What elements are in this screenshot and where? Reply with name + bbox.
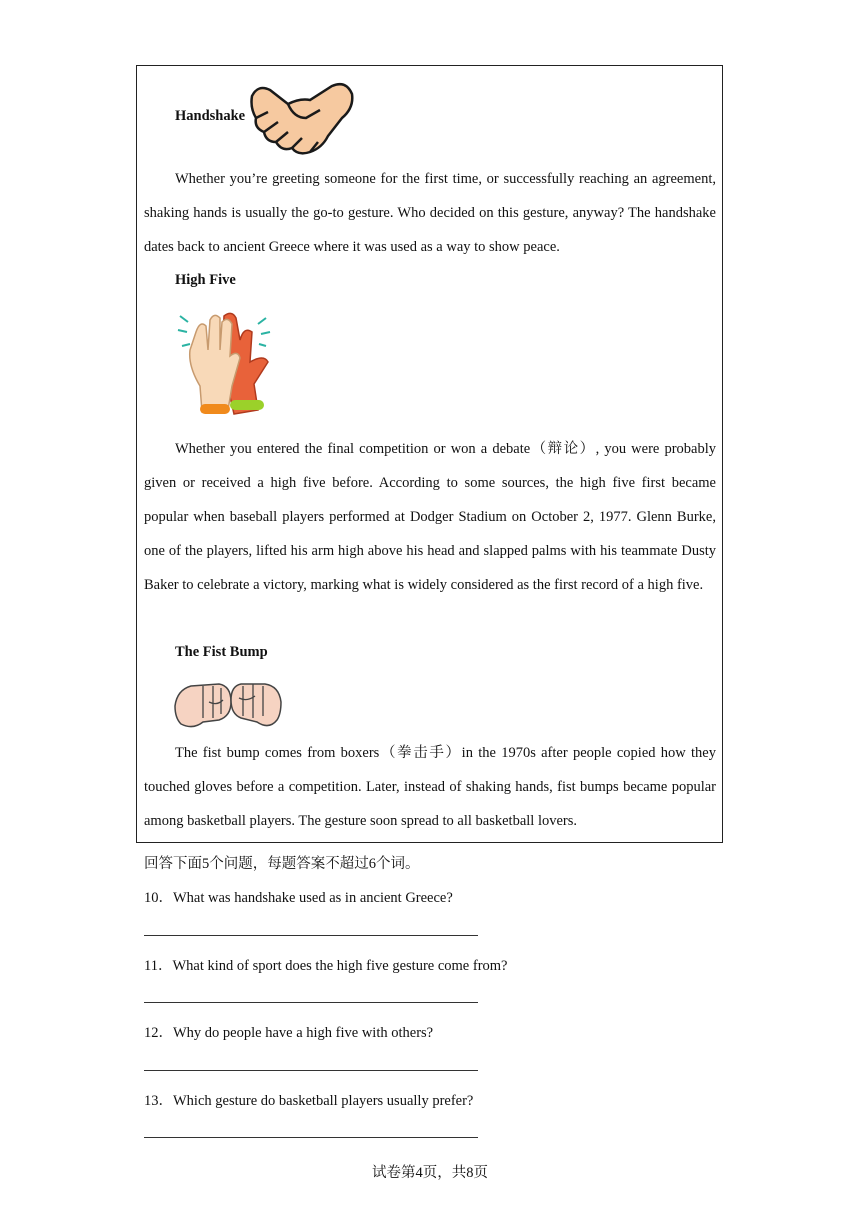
answer-line-12[interactable] [144,1070,478,1071]
answer-line-11[interactable] [144,1002,478,1003]
answer-line-13[interactable] [144,1137,478,1138]
question-text: Why do people have a high five with others? [173,1025,434,1041]
section-heading-handshake: Handshake [175,108,246,124]
question-text: What was handshake used as in ancient Greece? [173,890,453,906]
instructions: 回答下面5个问题，每题答案不超过6个词。 [144,856,420,872]
question-number: 11． [144,958,173,974]
page-footer: 试卷第4页，共8页 [372,1165,488,1181]
question-number: 13． [144,1093,173,1109]
paragraph-handshake-text: Whether you’re greeting someone for the first time, or successfully reaching an agreement, shaking hands is usually the go-to gesture. Who decided on this gesture, anyway? The handshake dates back to ancient Greece where it was used as a way to show peace. [144,171,716,255]
paragraph-high-five [144,432,716,602]
question-10 [144,886,453,907]
question-12 [144,1021,433,1042]
section-heading-fist-bump: The Fist Bump [175,644,268,660]
question-13 [144,1089,473,1110]
paragraph-fist-bump-text: The fist bump comes from boxers（拳击手）in the 1970s after people copied how they touched gloves before a competition. Later, instead of shaking hands, fist bumps became popular among basketball players. The gesture soon spread to all basketball lovers. [144,745,716,829]
paragraph-high-five-text: Whether you entered the final competition or won a debate（辩论）, you were probably given or received a high five before. According to some sources, the high five first became popular when baseball players performed at Dodger Stadium on October 2, 1977. Glenn Burke, one of the players, lifted his arm high above his head and slapped palms with his teammate Dusty Baker to celebrate a victory, marking what is widely considered as the first record of a high five. [144,441,716,593]
answer-line-10[interactable] [144,935,478,936]
question-text: What kind of sport does the high five gesture come from? [172,958,508,974]
question-11 [144,954,507,975]
fist-bump-icon [173,676,283,732]
paragraph-fist-bump [144,736,716,838]
high-five-icon [174,306,274,421]
section-heading-high-five: High Five [175,272,236,288]
question-number: 10． [144,890,173,906]
question-number: 12． [144,1025,173,1041]
question-text: Which gesture do basketball players usually prefer? [173,1093,474,1109]
paragraph-handshake [144,162,716,264]
handshake-icon [248,78,356,158]
